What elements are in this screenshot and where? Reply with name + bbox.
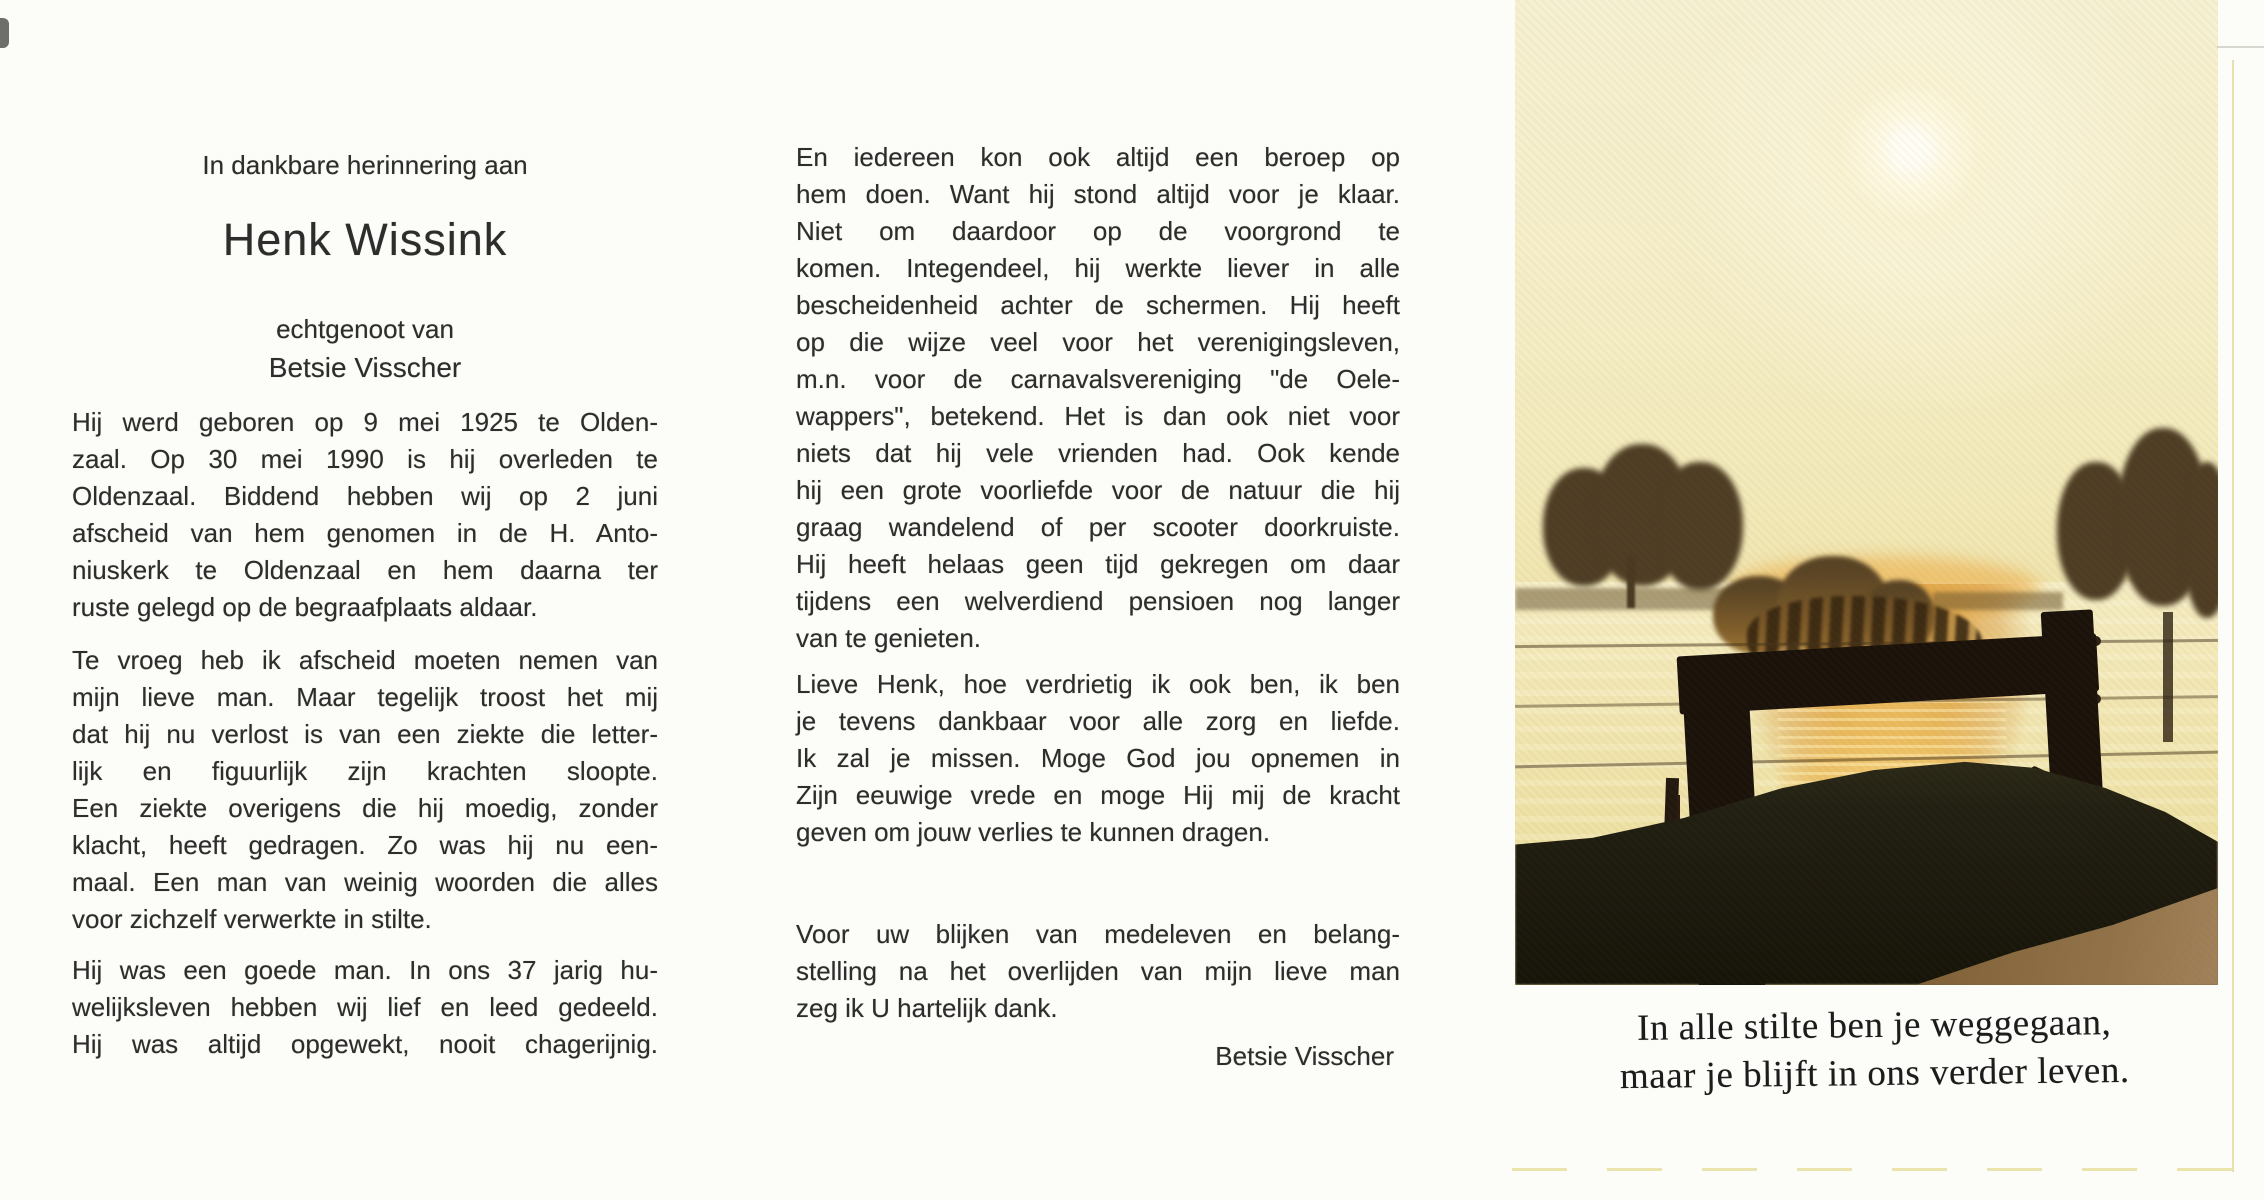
- relation-line: echtgenoot van: [276, 314, 454, 344]
- biography-paragraph-4: En iedereen kon ook altijd een beroep op hem doen. Want hij stond altijd voor je klaar. Niet om daardoor op de voorgrond te komen. Integendeel, hij werkte liever in alle bescheidenheid achter de schermen. Hij heeft op die wijze veel voor het verenigingsleven, m.n. voor de carnavalsvereniging "de Oele- wappers", betekend. Het is dan ook niet voor niets dat hij vele vrienden had. Ook kende hij een grote voorliefde voor de natuur die hij graag wandelend of per scooter doorkruiste. Hij heeft helaas geen tijd gekregen om daar tijdens een welverdiend pensioen nog langer van te genieten.: [796, 142, 1400, 653]
- card-edge-right: [2232, 60, 2234, 1172]
- scan-line-artifact: [2217, 46, 2264, 48]
- biography-paragraph-2: Te vroeg heb ik afscheid moeten nemen van mijn lieve man. Maar tegelijk troost het mij dat hij nu verlost is van een ziekte die letter- lijk en figuurlijk zijn krachten sloopte. Een ziekte overigens die hij moedig, zonder klacht, heeft gedragen. Zo was hij nu een- maal. Een man van weinig woorden die alles voor zichzelf verwerkte in stilte.: [72, 645, 658, 934]
- spouse-name: Betsie Visscher: [268, 352, 462, 383]
- farewell-paragraph: Lieve Henk, hoe verdrietig ik ook ben, ik ben je tevens dankbaar voor alle zorg en liefde. Ik zal je missen. Moge God jou opnemen in Zijn eeuwige vrede en moge Hij mij de kracht geven om jouw verlies te kunnen dragen.: [796, 669, 1400, 847]
- caption-line-1: In alle stilte ben je weggegaan,: [1636, 1002, 2112, 1049]
- photo-caption: [1514, 998, 2234, 1103]
- deceased-name: Henk Wissink: [222, 214, 508, 265]
- biography-paragraph-3: Hij was een goede man. In ons 37 jarig hu- welijksleven hebben wij lief en leed gedeeld. Hij was altijd opgewekt, nooit chagerijnig.: [72, 955, 658, 1059]
- photo-grain: [1515, 0, 2218, 985]
- memorial-intro-line: In dankbare herinnering aan: [202, 150, 528, 180]
- thanks-paragraph: Voor uw blijken van medeleven en belang- stelling na het overlijden van mijn lieve man zeg ik U hartelijk dank.: [796, 919, 1400, 1023]
- memorial-photo: [1515, 0, 2218, 985]
- signature: Betsie Visscher: [1215, 1041, 1394, 1071]
- biography-paragraph-1: Hij werd geboren op 9 mei 1925 te Olden- zaal. Op 30 mei 1990 is hij overleden te Oldenzaal. Biddend hebben wij op 2 juni afscheid van hem genomen in de H. Anto- niuskerk te Oldenzaal en hem daarna ter ruste gelegd op de begraafplaats aldaar.: [72, 407, 658, 622]
- card-edge-bottom: [1512, 1168, 2243, 1171]
- scan-edge-mark: [0, 18, 9, 48]
- caption-line-2: maar je blijft in ons verder leven.: [1619, 1049, 2130, 1098]
